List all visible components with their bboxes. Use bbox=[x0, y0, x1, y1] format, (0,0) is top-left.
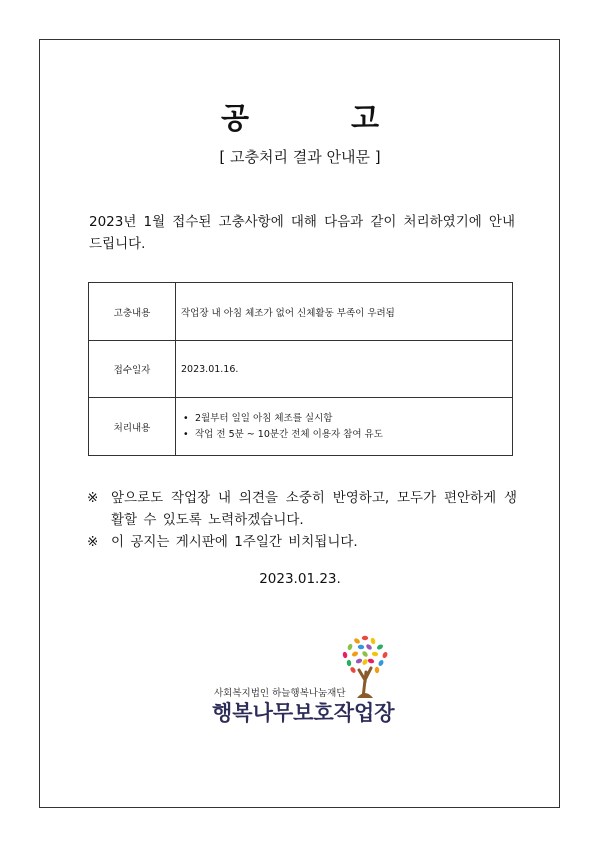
bullet-icon: • bbox=[183, 412, 189, 424]
row-label: 고충내용 bbox=[89, 283, 176, 341]
note-text: 앞으로도 작업장 내 의견을 소중히 반영하고, 모두가 편안하게 생활할 수 있도록 노력하겠습니다. bbox=[111, 490, 517, 528]
note-item bbox=[87, 531, 517, 553]
notice-subtitle: [ 고충처리 결과 안내문 ] bbox=[219, 148, 381, 166]
logo-leaf bbox=[375, 667, 380, 673]
row-value: 작업장 내 아침 체조가 없어 신체활동 부족이 우려됨 bbox=[176, 283, 513, 341]
grievance-table bbox=[88, 282, 513, 456]
logo-leaf bbox=[371, 651, 378, 656]
logo-leaf bbox=[349, 666, 356, 674]
logo-leaf bbox=[351, 651, 359, 658]
action-list bbox=[181, 411, 512, 443]
bullet-icon: • bbox=[183, 428, 189, 440]
organization-subtitle: 사회복지법인 하늘행복나눔재단 bbox=[214, 688, 346, 699]
logo-leaf bbox=[347, 643, 353, 651]
reference-mark: ※ bbox=[87, 490, 99, 506]
logo-leaf bbox=[370, 637, 376, 644]
logo-leaf bbox=[365, 643, 373, 651]
notice-date: 2023.01.23. bbox=[259, 571, 341, 587]
row-value: 2023.01.16. bbox=[176, 341, 513, 398]
note-text: 이 공지는 게시판에 1주일간 비치됩니다. bbox=[111, 534, 358, 550]
logo-leaf bbox=[361, 658, 368, 666]
logo-leaf bbox=[358, 645, 365, 650]
table-row bbox=[89, 283, 513, 341]
notice-title: 공 고 bbox=[220, 101, 426, 135]
logo-leaf bbox=[342, 651, 348, 658]
list-item-text: 2월부터 일일 아침 체조를 실시함 bbox=[195, 412, 333, 424]
table-row bbox=[89, 398, 513, 456]
table-row bbox=[89, 341, 513, 398]
intro-paragraph: 2023년 1월 접수된 고충사항에 대해 다음과 같이 처리하였기에 안내드립니다. bbox=[89, 214, 515, 252]
logo-leaf bbox=[362, 636, 368, 640]
list-item bbox=[181, 411, 512, 427]
row-value bbox=[176, 398, 513, 456]
logo-leaf bbox=[353, 637, 361, 644]
logo-leaf bbox=[377, 659, 384, 667]
logo-leaf bbox=[346, 660, 351, 667]
organization-name: 행복나무보호작업장 bbox=[212, 701, 395, 725]
logo-leaf bbox=[355, 658, 363, 664]
logo-leaf bbox=[382, 651, 389, 659]
note-item bbox=[87, 487, 517, 531]
row-label: 처리내용 bbox=[89, 398, 176, 456]
reference-mark: ※ bbox=[87, 534, 99, 550]
logo-leaf bbox=[367, 658, 374, 664]
logo-leaf bbox=[361, 650, 369, 658]
row-label: 접수일자 bbox=[89, 341, 176, 398]
list-item bbox=[181, 427, 512, 443]
notes-section bbox=[87, 487, 517, 553]
list-item-text: 작업 전 5분 ~ 10분간 전체 이용자 참여 유도 bbox=[195, 428, 383, 440]
logo-leaf bbox=[376, 643, 384, 650]
